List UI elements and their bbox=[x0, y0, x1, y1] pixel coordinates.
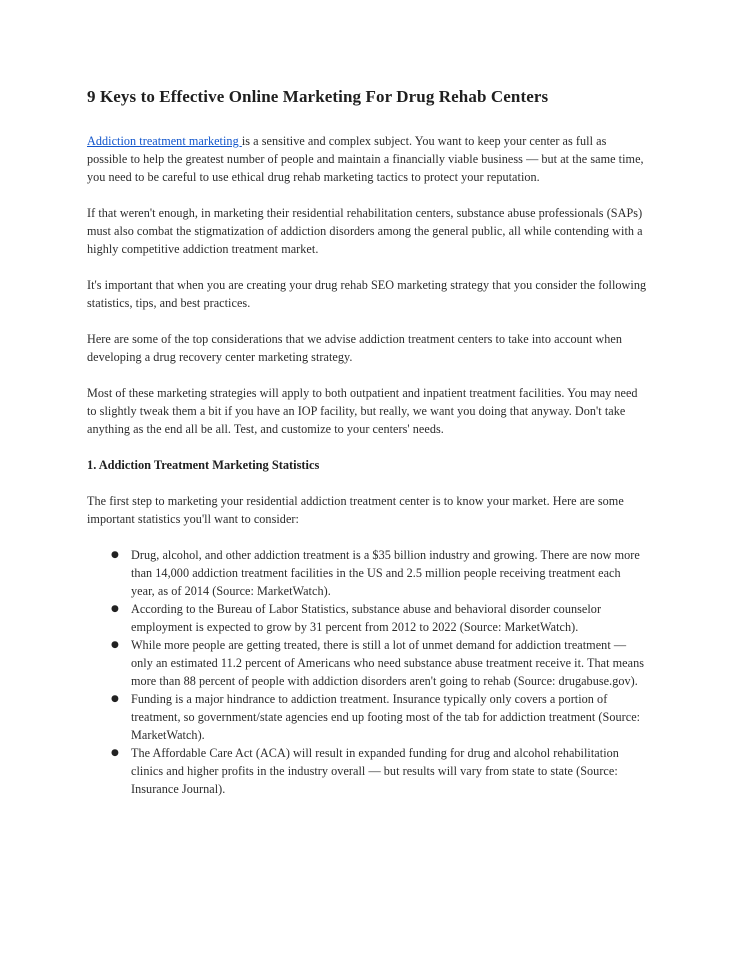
list-item bbox=[111, 600, 647, 636]
list-item bbox=[111, 744, 647, 798]
paragraph-outpatient-inpatient: Most of these marketing strategies will apply to both outpatient and inpatient treatment facilities. You may need to slightly tweak them a bit if you have an IOP facility, but really, we want you doing that anyway. Don't take anything as the end all be all. Test, and customize to your centers' needs. bbox=[87, 386, 638, 436]
section-heading-statistics: 1. Addiction Treatment Marketing Statistics bbox=[87, 458, 320, 472]
bullet-icon: ● bbox=[111, 694, 119, 704]
paragraph-seo-strategy: It's important that when you are creating your drug rehab SEO marketing strategy that you consider the following statistics, tips, and best practices. bbox=[87, 278, 647, 310]
list-item-text: The Affordable Care Act (ACA) will result in expanded funding for drug and alcohol rehabilitation clinics and higher profits in the industry overall — but results will vary from state to state (Source: Insurance Journal). bbox=[131, 746, 619, 796]
list-item-text: Funding is a major hindrance to addiction treatment. Insurance typically only covers a portion of treatment, so government/state agencies end up footing most of the tab for addiction treatment (Source: MarketWatch). bbox=[131, 692, 641, 742]
paragraph-considerations: Here are some of the top considerations that we advise addiction treatment centers to take into account when developing a drug recovery center marketing strategy. bbox=[87, 332, 623, 364]
document-title: 9 Keys to Effective Online Marketing For Drug Rehab Centers bbox=[87, 87, 549, 106]
bullet-icon: ● bbox=[111, 748, 119, 758]
intro-text: is a sensitive and complex subject. You want to keep your center as full as possible to help the greatest number of people and maintain a financially viable business — but at the same time, you need to be careful to use ethical drug rehab marketing tactics to protect your reputation. bbox=[87, 134, 644, 184]
list-item bbox=[111, 636, 647, 690]
section-intro-paragraph: The first step to marketing your residential addiction treatment center is to know your market. Here are some important statistics you'll want to consider: bbox=[87, 494, 624, 526]
list-item bbox=[111, 690, 647, 744]
bullet-icon: ● bbox=[111, 550, 119, 560]
list-item bbox=[111, 546, 647, 600]
intro-paragraph bbox=[87, 132, 647, 186]
list-item-text: While more people are getting treated, there is still a lot of unmet demand for addiction treatment — only an estimated 11.2 percent of Americans who need substance abuse treatment receive it. That means more than 88 percent of people with addiction disorders aren't going to rehab (Source: drugabuse.gov). bbox=[131, 638, 645, 688]
bullet-icon: ● bbox=[111, 604, 119, 614]
paragraph-stigmatization: If that weren't enough, in marketing their residential rehabilitation centers, substance abuse professionals (SAPs) must also combat the stigmatization of addiction disorders among the general public, all while contending with a highly competitive addiction treatment market. bbox=[87, 206, 643, 256]
addiction-treatment-marketing-link[interactable]: Addiction treatment marketing bbox=[87, 134, 242, 148]
bullet-icon: ● bbox=[111, 640, 119, 650]
list-item-text: Drug, alcohol, and other addiction treatment is a $35 billion industry and growing. There are now more than 14,000 addiction treatment facilities in the US and 2.5 million people receiving treatment each year, as of 2014 (Source: MarketWatch). bbox=[131, 548, 640, 598]
document-page bbox=[87, 86, 647, 798]
list-item-text: According to the Bureau of Labor Statistics, substance abuse and behavioral disorder counselor employment is expected to grow by 31 percent from 2012 to 2022 (Source: MarketWatch). bbox=[131, 602, 602, 634]
statistics-list bbox=[87, 546, 647, 798]
